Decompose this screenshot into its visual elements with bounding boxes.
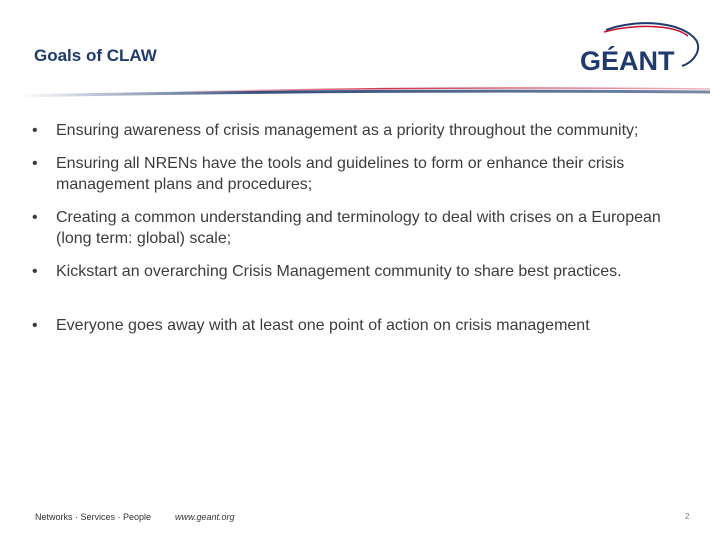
- geant-logo-wordmark: GÉANT: [580, 46, 675, 76]
- geant-logo: [578, 18, 704, 80]
- bullet-dot-icon: •: [32, 155, 38, 172]
- bullet-text: Ensuring awareness of crisis management as a priority throughout the community;: [56, 122, 639, 139]
- bullet-dot-icon: •: [32, 122, 38, 139]
- bullet-dot-icon: •: [32, 263, 38, 280]
- bullet-item: [30, 120, 690, 141]
- bullet-item: [30, 153, 690, 195]
- page-number: 2: [685, 512, 690, 521]
- bullet-item: [30, 207, 690, 249]
- bullet-text: Everyone goes away with at least one point of action on crisis management: [56, 317, 590, 334]
- bullet-text: Creating a common understanding and terminology to deal with crises on a European (long term: global) scale;: [56, 209, 661, 247]
- footer-website: www.geant.org: [175, 512, 235, 522]
- bullet-item: [30, 315, 690, 336]
- bullet-text: Kickstart an overarching Crisis Management community to share best practices.: [56, 263, 622, 280]
- header-divider: [20, 84, 710, 100]
- bullet-dot-icon: •: [32, 317, 38, 334]
- slide-title: Goals of CLAW: [34, 46, 157, 65]
- footer-tagline: Networks · Services · People: [35, 512, 152, 522]
- bullet-dot-icon: •: [32, 209, 38, 226]
- bullet-list: [30, 120, 690, 336]
- bullet-item: [30, 261, 690, 282]
- bullet-text: Ensuring all NRENs have the tools and guidelines to form or enhance their crisis management plans and procedures;: [56, 155, 625, 193]
